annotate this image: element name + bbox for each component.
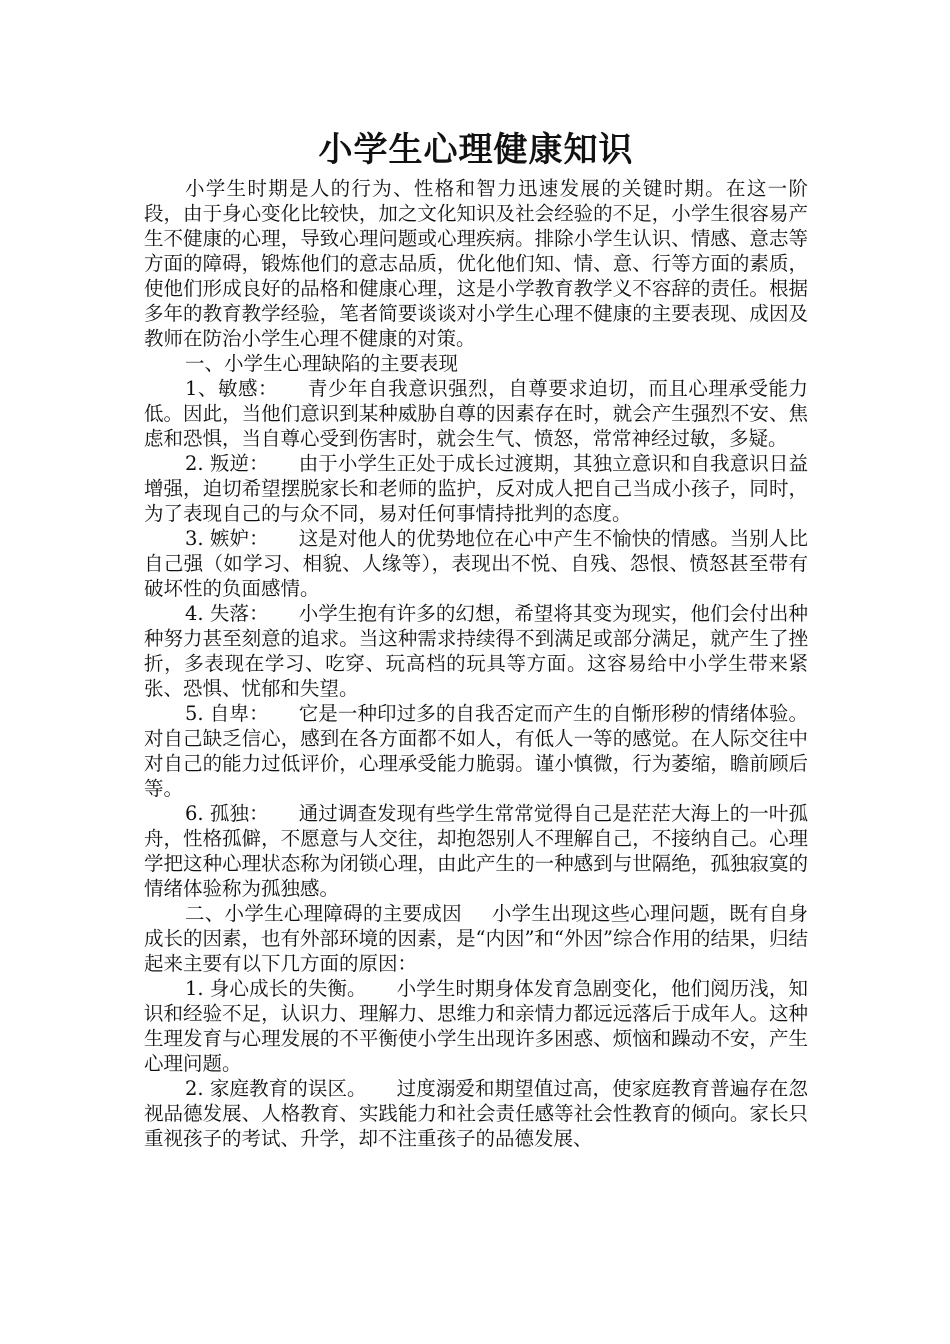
document-page	[144, 128, 808, 1151]
paragraph-jealousy	[144, 526, 808, 601]
paragraph-lead: 6. 孤独：	[185, 802, 269, 825]
paragraph-lead: 4. 失落：	[185, 602, 269, 625]
document-title: 小学生心理健康知识	[318, 130, 634, 170]
paragraph-lead: 3. 嫉妒：	[185, 527, 269, 550]
paragraph-text: 小学生时期是人的行为、性格和智力迅速发展的关键时期。在这一阶段，由于身心变化比较快，加之文化知识及社会经验的不足，小学生很容易产生不健康的心理，导致心理问题或心理疾病。排除小学生认识、情感、意志等方面的障碍，锻炼他们的意志品质，优化他们知、情、意、行等方面的素质，使他们形成良好的品格和健康心理，这是小学教育教学义不容辞的责任。根据多年的教育教学经验，笔者简要谈谈对小学生心理不健康的主要表现、成因及教师在防治小学生心理不健康的对策。	[144, 177, 808, 350]
paragraph-text: 青少年自我意识强烈，自尊要求迫切，而且心理承受能力低。因此，当他们意识到某种威胁自尊的因素存在时，就会产生强烈不安、焦虑和恐惧，当自尊心受到伤害时，就会生气、愤怒，常常神经过敏，多疑。	[144, 377, 808, 450]
paragraph-lead: 1、敏感：	[185, 377, 279, 400]
paragraph-lead: 2. 叛逆：	[185, 452, 269, 475]
paragraph-imbalance	[144, 976, 808, 1076]
paragraph-family	[144, 1076, 808, 1151]
paragraph-inferiority	[144, 701, 808, 801]
section-heading-1	[144, 351, 808, 376]
paragraph-text: 通过调查发现有些学生常常觉得自己是茫茫大海上的一叶孤舟，性格孤僻，不愿意与人交往，却抱怨别人不理解自己，不接纳自己。心理学把这种心理状态称为闭锁心理，由此产生的一种感到与世隔绝，孤独寂寞的情绪体验称为孤独感。	[144, 802, 808, 900]
paragraph-lead: 1. 身心成长的失衡。	[185, 977, 367, 1000]
paragraph-text: 小学生抱有许多的幻想，希望将其变为现实，他们会付出种种努力甚至刻意的追求。当这种需求持续得不到满足或部分满足，就产生了挫折，多表现在学习、吃穿、玩高档的玩具等方面。这容易给中小学生带来紧张、恐惧、忧郁和失望。	[144, 602, 808, 700]
paragraph-loss	[144, 601, 808, 701]
paragraph-intro	[144, 176, 808, 351]
section-heading-2	[144, 901, 808, 976]
paragraph-lead: 2. 家庭教育的误区。	[185, 1077, 367, 1100]
paragraph-text: 这是对他人的优势地位在心中产生不愉快的情感。当别人比自己强（如学习、相貌、人缘等），表现出不悦、自残、怨恨、愤怒甚至带有破坏性的负面感情。	[144, 527, 808, 600]
paragraph-rebellious	[144, 451, 808, 526]
paragraph-text: 一、小学生心理缺陷的主要表现	[185, 352, 459, 375]
paragraph-text: 过度溺爱和期望值过高，使家庭教育普遍存在忽视品德发展、人格教育、实践能力和社会责任感等社会性教育的倾向。家长只重视孩子的考试、升学，却不注重孩子的品德发展、	[144, 1077, 808, 1150]
paragraph-sensitive	[144, 376, 808, 451]
paragraph-lead: 5. 自卑：	[185, 702, 269, 725]
paragraph-text: 小学生时期身体发育急剧变化，他们阅历浅，知识和经验不足，认识力、理解力、思维力和亲情力都远远落后于成年人。这种生理发育与心理发展的不平衡使小学生出现许多困惑、烦恼和躁动不安，产生心理问题。	[144, 977, 808, 1075]
paragraph-text: 由于小学生正处于成长过渡期，其独立意识和自我意识日益增强，迫切希望摆脱家长和老师的监护，反对成人把自己当成小孩子，同时，为了表现自己的与众不同，易对任何事情持批判的态度。	[144, 452, 808, 525]
paragraph-text: 小学生出现这些心理问题，既有自身成长的因素，也有外部环境的因素，是“内因”和“外因”综合作用的结果，归结起来主要有以下几方面的原因：	[144, 902, 808, 975]
paragraph-text: 它是一种印过多的自我否定而产生的自惭形秽的情绪体验。对自己缺乏信心，感到在各方面都不如人，有低人一等的感觉。在人际交往中对自己的能力过低评价，心理承受能力脆弱。谨小慎微，行为萎缩，瞻前顾后等。	[144, 702, 808, 800]
paragraph-lead: 二、小学生心理障碍的主要成因	[185, 902, 462, 925]
paragraph-loneliness	[144, 801, 808, 901]
